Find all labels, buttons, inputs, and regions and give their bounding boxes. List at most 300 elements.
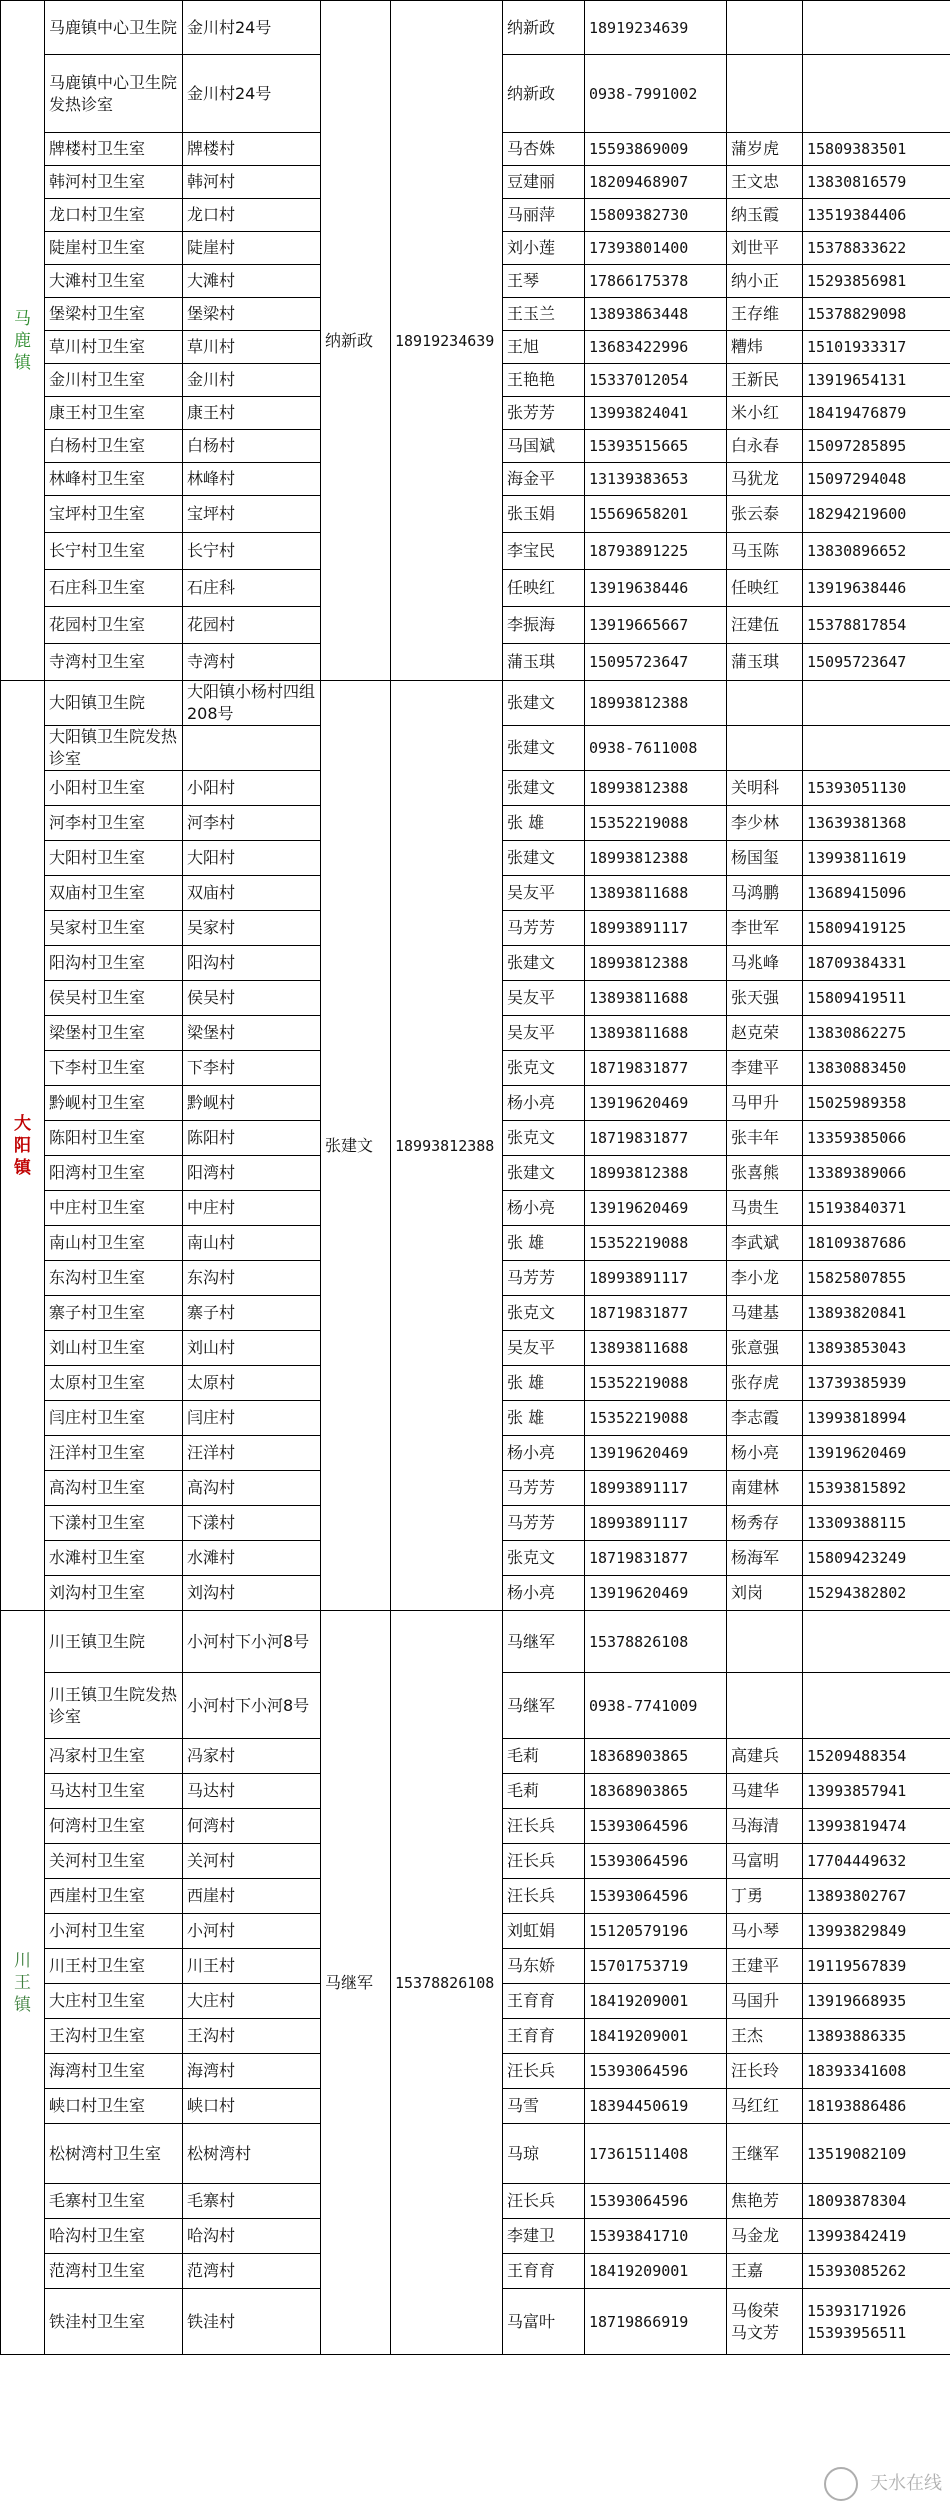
village-contact-cell: 王存维 <box>727 298 803 331</box>
village-contact-phone-cell: 15825807855 <box>803 1261 950 1296</box>
address-cell: 龙口村 <box>183 199 321 232</box>
village-contact-phone-cell: 13993829849 <box>803 1914 950 1949</box>
address-cell: 双庙村 <box>183 876 321 911</box>
town-leader-phone-cell: 15378826108 <box>391 1611 503 2355</box>
doctor-phone-cell: 15352219088 <box>585 1226 727 1261</box>
village-contact-cell: 王文忠 <box>727 166 803 199</box>
doctor-phone-cell: 13919665667 <box>585 607 727 644</box>
org-name-cell: 下漾村卫生室 <box>45 1506 183 1541</box>
address-cell: 毛寨村 <box>183 2184 321 2219</box>
address-cell: 中庄村 <box>183 1191 321 1226</box>
org-name-cell: 小阳村卫生室 <box>45 771 183 806</box>
address-cell: 南山村 <box>183 1226 321 1261</box>
doctor-phone-cell: 15393064596 <box>585 2184 727 2219</box>
address-cell: 草川村 <box>183 331 321 364</box>
doctor-name-cell: 张建文 <box>503 771 585 806</box>
doctor-name-cell: 张克文 <box>503 1121 585 1156</box>
doctor-phone-cell: 15701753719 <box>585 1949 727 1984</box>
doctor-phone-cell: 15352219088 <box>585 1366 727 1401</box>
village-contact-cell: 张存虎 <box>727 1366 803 1401</box>
address-cell: 大阳村 <box>183 841 321 876</box>
doctor-name-cell: 杨小亮 <box>503 1576 585 1611</box>
org-name-cell: 龙口村卫生室 <box>45 199 183 232</box>
doctor-name-cell: 王育育 <box>503 1984 585 2019</box>
village-contact-cell: 蒲岁虎 <box>727 133 803 166</box>
doctor-name-cell: 马继军 <box>503 1611 585 1673</box>
table-row <box>1 1611 950 1673</box>
village-contact-phone-cell: 13919668935 <box>803 1984 950 2019</box>
village-contact-cell: 马海清 <box>727 1809 803 1844</box>
address-cell: 白杨村 <box>183 430 321 463</box>
doctor-phone-cell: 0938-7991002 <box>585 55 727 133</box>
address-cell: 下漾村 <box>183 1506 321 1541</box>
village-contact-cell: 王杰 <box>727 2019 803 2054</box>
village-contact-phone-cell: 13919620469 <box>803 1436 950 1471</box>
doctor-name-cell: 马丽萍 <box>503 199 585 232</box>
org-name-cell: 川王村卫生室 <box>45 1949 183 1984</box>
doctor-name-cell: 杨小亮 <box>503 1086 585 1121</box>
doctor-name-cell: 吴友平 <box>503 1016 585 1051</box>
doctor-name-cell: 马芳芳 <box>503 911 585 946</box>
village-contact-cell: 张意强 <box>727 1331 803 1366</box>
village-contact-phone-cell: 13389389066 <box>803 1156 950 1191</box>
address-cell: 阳湾村 <box>183 1156 321 1191</box>
org-name-cell: 河李村卫生室 <box>45 806 183 841</box>
village-contact-cell: 马玉陈 <box>727 533 803 570</box>
village-contact-phone-cell: 13519082109 <box>803 2124 950 2184</box>
village-contact-cell: 白永春 <box>727 430 803 463</box>
town-leader-cell: 马继军 <box>321 1611 391 2355</box>
org-name-cell: 草川村卫生室 <box>45 331 183 364</box>
doctor-name-cell: 张 雄 <box>503 1401 585 1436</box>
doctor-phone-cell: 18419209001 <box>585 1984 727 2019</box>
doctor-name-cell: 马东娇 <box>503 1949 585 1984</box>
doctor-phone-cell: 18993891117 <box>585 1506 727 1541</box>
town-name-char: 大 <box>14 1113 31 1134</box>
org-name-cell: 东沟村卫生室 <box>45 1261 183 1296</box>
doctor-name-cell: 张克文 <box>503 1296 585 1331</box>
address-cell: 阳沟村 <box>183 946 321 981</box>
org-name-cell: 西崖村卫生室 <box>45 1879 183 1914</box>
village-contact-phone-cell: 18393341608 <box>803 2054 950 2089</box>
doctor-name-cell: 汪长兵 <box>503 2054 585 2089</box>
doctor-name-cell: 杨小亮 <box>503 1436 585 1471</box>
town-name-char: 鹿 <box>14 330 31 351</box>
town-name-char: 王 <box>14 1972 31 1993</box>
address-cell: 刘沟村 <box>183 1576 321 1611</box>
doctor-name-cell: 马芳芳 <box>503 1471 585 1506</box>
town-name-char: 川 <box>14 1950 31 1971</box>
doctor-phone-cell: 13683422996 <box>585 331 727 364</box>
doctor-phone-cell: 18719831877 <box>585 1296 727 1331</box>
org-name-cell: 范湾村卫生室 <box>45 2254 183 2289</box>
table-row <box>1 1 950 55</box>
village-contact-phone-cell: 15101933317 <box>803 331 950 364</box>
org-name-cell: 双庙村卫生室 <box>45 876 183 911</box>
village-contact-cell <box>727 681 803 726</box>
doctor-name-cell: 任映红 <box>503 570 585 607</box>
address-cell: 金川村 <box>183 364 321 397</box>
watermark <box>692 2464 942 2504</box>
doctor-name-cell: 张 雄 <box>503 1226 585 1261</box>
village-contact-cell: 汪建伍 <box>727 607 803 644</box>
org-name-cell: 康王村卫生室 <box>45 397 183 430</box>
doctor-phone-cell: 15095723647 <box>585 644 727 681</box>
village-contact-phone-cell: 18109387686 <box>803 1226 950 1261</box>
village-contact-phone-cell <box>803 1673 950 1739</box>
org-name-cell: 海湾村卫生室 <box>45 2054 183 2089</box>
address-cell: 陈阳村 <box>183 1121 321 1156</box>
org-name-cell: 王沟村卫生室 <box>45 2019 183 2054</box>
village-contact-cell: 焦艳芳 <box>727 2184 803 2219</box>
village-contact-phone-cell: 15378817854 <box>803 607 950 644</box>
address-cell: 王沟村 <box>183 2019 321 2054</box>
village-contact-phone-cell: 15378829098 <box>803 298 950 331</box>
village-contact-cell: 张喜熊 <box>727 1156 803 1191</box>
address-cell: 铁洼村 <box>183 2289 321 2355</box>
doctor-phone-cell: 17866175378 <box>585 265 727 298</box>
village-contact-phone-cell: 19119567839 <box>803 1949 950 1984</box>
village-contact-phone-cell: 15095723647 <box>803 644 950 681</box>
org-name-cell: 白杨村卫生室 <box>45 430 183 463</box>
org-name-cell: 侯吴村卫生室 <box>45 981 183 1016</box>
village-contact-phone-cell: 18709384331 <box>803 946 950 981</box>
doctor-name-cell: 李宝民 <box>503 533 585 570</box>
org-name-cell: 关河村卫生室 <box>45 1844 183 1879</box>
address-cell: 金川村24号 <box>183 55 321 133</box>
doctor-name-cell: 豆建丽 <box>503 166 585 199</box>
village-contact-cell: 赵克荣 <box>727 1016 803 1051</box>
address-cell: 石庄科 <box>183 570 321 607</box>
address-cell: 松树湾村 <box>183 2124 321 2184</box>
doctor-phone-cell: 18719831877 <box>585 1051 727 1086</box>
org-name-cell: 黔岘村卫生室 <box>45 1086 183 1121</box>
doctor-name-cell: 吴友平 <box>503 876 585 911</box>
village-contact-phone-cell: 13309388115 <box>803 1506 950 1541</box>
doctor-phone-cell: 15120579196 <box>585 1914 727 1949</box>
doctor-name-cell: 毛莉 <box>503 1739 585 1774</box>
doctor-name-cell: 王琴 <box>503 265 585 298</box>
village-contact-phone-cell: 13893886335 <box>803 2019 950 2054</box>
village-contact-phone-cell: 13919654131 <box>803 364 950 397</box>
doctor-name-cell: 马国斌 <box>503 430 585 463</box>
doctor-name-cell: 汪长兵 <box>503 1844 585 1879</box>
doctor-name-cell: 吴友平 <box>503 981 585 1016</box>
doctor-phone-cell: 15569658201 <box>585 496 727 533</box>
town-leader-phone-cell: 18993812388 <box>391 681 503 1611</box>
address-cell: 宝坪村 <box>183 496 321 533</box>
village-contact-cell: 杨海军 <box>727 1541 803 1576</box>
doctor-name-cell: 张克文 <box>503 1541 585 1576</box>
doctor-phone-cell: 18993891117 <box>585 911 727 946</box>
address-cell: 何湾村 <box>183 1809 321 1844</box>
address-cell: 西崖村 <box>183 1879 321 1914</box>
village-contact-phone-cell: 15097294048 <box>803 463 950 496</box>
doctor-phone-cell: 15352219088 <box>585 1401 727 1436</box>
org-name-cell: 大庄村卫生室 <box>45 1984 183 2019</box>
doctor-phone-cell: 18719831877 <box>585 1541 727 1576</box>
village-contact-phone-cell: 15294382802 <box>803 1576 950 1611</box>
town-name-char: 马 <box>14 308 31 329</box>
doctor-phone-cell: 15393064596 <box>585 1809 727 1844</box>
doctor-phone-cell: 13139383653 <box>585 463 727 496</box>
doctor-phone-cell: 15393064596 <box>585 2054 727 2089</box>
village-contact-phone-cell: 15293856981 <box>803 265 950 298</box>
address-cell: 韩河村 <box>183 166 321 199</box>
village-contact-phone-cell: 15378833622 <box>803 232 950 265</box>
address-cell: 东沟村 <box>183 1261 321 1296</box>
town-name-char: 镇 <box>14 352 31 373</box>
village-contact-phone-cell <box>803 726 950 771</box>
village-contact-cell: 马甲升 <box>727 1086 803 1121</box>
address-cell: 海湾村 <box>183 2054 321 2089</box>
village-contact-phone-cell: 13639381368 <box>803 806 950 841</box>
village-contact-phone-cell: 13893802767 <box>803 1879 950 1914</box>
village-contact-cell: 马贵生 <box>727 1191 803 1226</box>
village-contact-cell: 李小龙 <box>727 1261 803 1296</box>
doctor-name-cell: 张 雄 <box>503 806 585 841</box>
doctor-phone-cell: 15337012054 <box>585 364 727 397</box>
doctor-phone-cell: 18719866919 <box>585 2289 727 2355</box>
village-contact-cell: 丁勇 <box>727 1879 803 1914</box>
address-cell: 大庄村 <box>183 1984 321 2019</box>
doctor-name-cell: 王玉兰 <box>503 298 585 331</box>
village-contact-phone-cell: 15025989358 <box>803 1086 950 1121</box>
table-row <box>1 681 950 726</box>
village-contact-cell: 马小琴 <box>727 1914 803 1949</box>
doctor-phone-cell: 18993812388 <box>585 946 727 981</box>
doctor-name-cell: 汪长兵 <box>503 1809 585 1844</box>
org-name-cell: 铁洼村卫生室 <box>45 2289 183 2355</box>
doctor-phone-cell: 18993812388 <box>585 771 727 806</box>
town-name-char: 镇 <box>14 1994 31 2015</box>
village-contact-phone-cell: 18294219600 <box>803 496 950 533</box>
org-name-cell: 毛寨村卫生室 <box>45 2184 183 2219</box>
doctor-phone-cell: 18919234639 <box>585 1 727 55</box>
village-contact-phone-cell: 13830883450 <box>803 1051 950 1086</box>
org-name-cell: 刘山村卫生室 <box>45 1331 183 1366</box>
village-contact-phone-cell: 15393051130 <box>803 771 950 806</box>
org-name-cell: 大阳村卫生室 <box>45 841 183 876</box>
org-name-cell: 马达村卫生室 <box>45 1774 183 1809</box>
village-contact-cell: 杨小亮 <box>727 1436 803 1471</box>
doctor-name-cell: 马芳芳 <box>503 1261 585 1296</box>
address-cell: 牌楼村 <box>183 133 321 166</box>
doctor-name-cell: 刘虹娟 <box>503 1914 585 1949</box>
village-contact-phone-cell: 13993811619 <box>803 841 950 876</box>
village-contact-cell: 马建基 <box>727 1296 803 1331</box>
village-contact-phone-cell: 13519384406 <box>803 199 950 232</box>
village-contact-phone-cell: 13830896652 <box>803 533 950 570</box>
doctor-name-cell: 马琼 <box>503 2124 585 2184</box>
address-cell: 关河村 <box>183 1844 321 1879</box>
village-contact-phone-cell: 13893820841 <box>803 1296 950 1331</box>
org-name-cell: 南山村卫生室 <box>45 1226 183 1261</box>
address-cell: 黔岘村 <box>183 1086 321 1121</box>
org-name-cell: 汪洋村卫生室 <box>45 1436 183 1471</box>
village-contact-cell: 马犹龙 <box>727 463 803 496</box>
org-name-cell: 阳沟村卫生室 <box>45 946 183 981</box>
doctor-phone-cell: 15352219088 <box>585 806 727 841</box>
address-cell: 吴家村 <box>183 911 321 946</box>
village-contact-phone-cell: 13893853043 <box>803 1331 950 1366</box>
doctor-name-cell: 张建文 <box>503 946 585 981</box>
village-contact-cell: 张云泰 <box>727 496 803 533</box>
doctor-name-cell: 杨小亮 <box>503 1191 585 1226</box>
doctor-phone-cell: 15393841710 <box>585 2219 727 2254</box>
village-contact-cell <box>727 55 803 133</box>
org-name-cell: 金川村卫生室 <box>45 364 183 397</box>
doctor-phone-cell: 18993812388 <box>585 681 727 726</box>
doctor-name-cell: 王艳艳 <box>503 364 585 397</box>
village-contact-cell: 马建华 <box>727 1774 803 1809</box>
org-name-cell: 花园村卫生室 <box>45 607 183 644</box>
doctor-phone-cell: 18993812388 <box>585 841 727 876</box>
doctor-phone-cell: 13893811688 <box>585 1331 727 1366</box>
doctor-name-cell: 汪长兵 <box>503 2184 585 2219</box>
org-name-cell: 大滩村卫生室 <box>45 265 183 298</box>
address-cell: 梁堡村 <box>183 1016 321 1051</box>
village-contact-phone-cell: 15097285895 <box>803 430 950 463</box>
village-contact-cell: 王嘉 <box>727 2254 803 2289</box>
village-contact-cell: 马红红 <box>727 2089 803 2124</box>
doctor-phone-cell: 18368903865 <box>585 1739 727 1774</box>
doctor-name-cell: 张玉娟 <box>503 496 585 533</box>
doctor-phone-cell: 15393064596 <box>585 1844 727 1879</box>
village-contact-phone-cell: 15809419125 <box>803 911 950 946</box>
village-contact-cell: 杨国玺 <box>727 841 803 876</box>
village-contact-cell: 汪长玲 <box>727 2054 803 2089</box>
doctor-phone-cell: 15593869009 <box>585 133 727 166</box>
org-name-cell: 阳湾村卫生室 <box>45 1156 183 1191</box>
town-name-char: 阳 <box>14 1135 31 1156</box>
address-cell <box>183 726 321 771</box>
address-cell: 高沟村 <box>183 1471 321 1506</box>
doctor-name-cell: 张建文 <box>503 681 585 726</box>
doctor-phone-cell: 18419209001 <box>585 2254 727 2289</box>
address-cell: 马达村 <box>183 1774 321 1809</box>
village-contact-cell: 糟炜 <box>727 331 803 364</box>
town-leader-cell: 张建文 <box>321 681 391 1611</box>
village-contact-cell: 王新民 <box>727 364 803 397</box>
village-contact-phone-cell: 13830816579 <box>803 166 950 199</box>
doctor-phone-cell: 15378826108 <box>585 1611 727 1673</box>
address-cell: 金川村24号 <box>183 1 321 55</box>
address-cell: 林峰村 <box>183 463 321 496</box>
village-contact-phone-cell <box>803 1611 950 1673</box>
village-contact-cell: 王继军 <box>727 2124 803 2184</box>
village-contact-cell: 任映红 <box>727 570 803 607</box>
org-name-cell: 林峰村卫生室 <box>45 463 183 496</box>
doctor-name-cell: 马富叶 <box>503 2289 585 2355</box>
org-name-cell: 大阳镇卫生院发热诊室 <box>45 726 183 771</box>
village-contact-phone-cell: 15393815892 <box>803 1471 950 1506</box>
village-contact-phone-cell: 17704449632 <box>803 1844 950 1879</box>
doctor-phone-cell: 13893811688 <box>585 1016 727 1051</box>
address-cell: 河李村 <box>183 806 321 841</box>
village-contact-phone-cell: 13993857941 <box>803 1774 950 1809</box>
org-name-cell: 太原村卫生室 <box>45 1366 183 1401</box>
address-cell: 大滩村 <box>183 265 321 298</box>
address-cell: 花园村 <box>183 607 321 644</box>
village-contact-cell: 李少林 <box>727 806 803 841</box>
village-contact-cell: 关明科 <box>727 771 803 806</box>
doctor-name-cell: 毛莉 <box>503 1774 585 1809</box>
org-name-cell: 吴家村卫生室 <box>45 911 183 946</box>
village-contact-cell: 高建兵 <box>727 1739 803 1774</box>
village-contact-phone-cell: 18193886486 <box>803 2089 950 2124</box>
doctor-phone-cell: 13919620469 <box>585 1436 727 1471</box>
org-name-cell: 峡口村卫生室 <box>45 2089 183 2124</box>
address-cell: 刘山村 <box>183 1331 321 1366</box>
doctor-name-cell: 张建文 <box>503 1156 585 1191</box>
doctor-phone-cell: 13919638446 <box>585 570 727 607</box>
address-cell: 长宁村 <box>183 533 321 570</box>
village-contact-phone-cell <box>803 1 950 55</box>
village-contact-phone-cell: 13993842419 <box>803 2219 950 2254</box>
doctor-name-cell: 刘小莲 <box>503 232 585 265</box>
village-contact-cell: 马国升 <box>727 1984 803 2019</box>
doctor-name-cell: 纳新政 <box>503 1 585 55</box>
village-contact-phone-cell: 15809419511 <box>803 981 950 1016</box>
address-cell: 水滩村 <box>183 1541 321 1576</box>
village-contact-cell <box>727 1 803 55</box>
town-name-cell <box>1 1 45 681</box>
doctor-phone-cell: 15393515665 <box>585 430 727 463</box>
doctor-phone-cell: 18993891117 <box>585 1261 727 1296</box>
address-cell: 小河村 <box>183 1914 321 1949</box>
village-contact-cell: 纳小正 <box>727 265 803 298</box>
org-name-cell: 哈沟村卫生室 <box>45 2219 183 2254</box>
doctor-name-cell: 汪长兵 <box>503 1879 585 1914</box>
village-contact-cell: 马俊荣 马文芳 <box>727 2289 803 2355</box>
town-name-char: 镇 <box>14 1157 31 1178</box>
village-contact-cell: 张丰年 <box>727 1121 803 1156</box>
org-name-cell: 松树湾村卫生室 <box>45 2124 183 2184</box>
address-cell: 寨子村 <box>183 1296 321 1331</box>
village-contact-cell: 杨秀存 <box>727 1506 803 1541</box>
doctor-name-cell: 张芳芳 <box>503 397 585 430</box>
address-cell: 汪洋村 <box>183 1436 321 1471</box>
doctor-phone-cell: 18209468907 <box>585 166 727 199</box>
org-name-cell: 石庄科卫生室 <box>45 570 183 607</box>
village-contact-cell: 刘世平 <box>727 232 803 265</box>
town-leader-cell: 纳新政 <box>321 1 391 681</box>
org-name-cell: 川王镇卫生院 <box>45 1611 183 1673</box>
address-cell: 闫庄村 <box>183 1401 321 1436</box>
doctor-phone-cell: 18993812388 <box>585 1156 727 1191</box>
org-name-cell: 寨子村卫生室 <box>45 1296 183 1331</box>
village-contact-phone-cell: 15809383501 <box>803 133 950 166</box>
village-contact-cell <box>727 1673 803 1739</box>
address-cell: 堡梁村 <box>183 298 321 331</box>
org-name-cell: 牌楼村卫生室 <box>45 133 183 166</box>
village-contact-phone-cell: 13993819474 <box>803 1809 950 1844</box>
org-name-cell: 川王镇卫生院发热诊室 <box>45 1673 183 1739</box>
village-contact-cell: 李武斌 <box>727 1226 803 1261</box>
address-cell: 下李村 <box>183 1051 321 1086</box>
org-name-cell: 陡崖村卫生室 <box>45 232 183 265</box>
address-cell: 大阳镇小杨村四组208号 <box>183 681 321 726</box>
address-cell: 寺湾村 <box>183 644 321 681</box>
org-name-cell: 冯家村卫生室 <box>45 1739 183 1774</box>
org-name-cell: 陈阳村卫生室 <box>45 1121 183 1156</box>
org-name-cell: 堡梁村卫生室 <box>45 298 183 331</box>
village-contact-cell: 南建林 <box>727 1471 803 1506</box>
address-cell: 太原村 <box>183 1366 321 1401</box>
village-contact-phone-cell: 18093878304 <box>803 2184 950 2219</box>
address-cell: 康王村 <box>183 397 321 430</box>
